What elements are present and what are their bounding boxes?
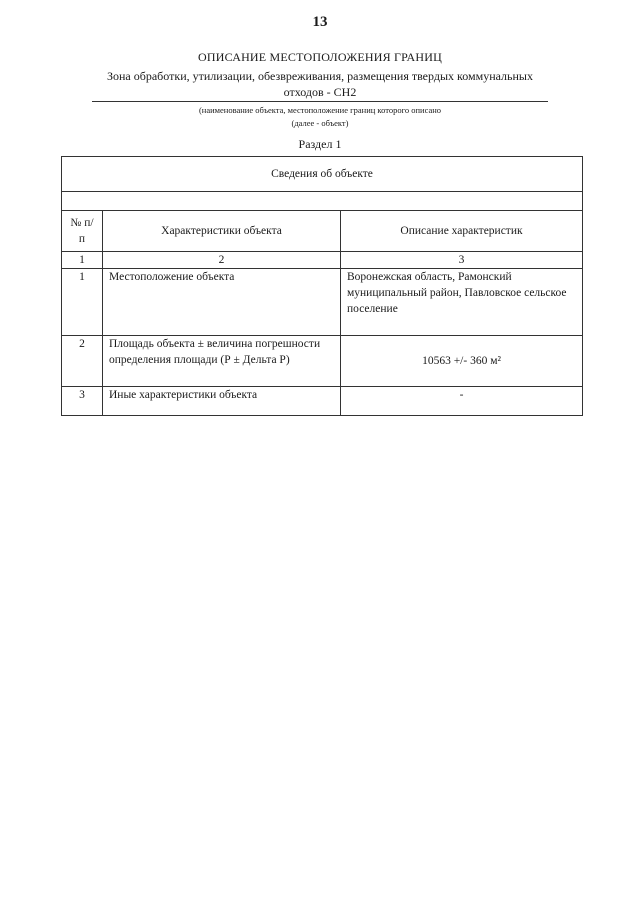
object-name-line1: Зона обработки, утилизации, обезвреживания, размещения твердых коммунальных bbox=[106, 69, 533, 83]
document-title: ОПИСАНИЕ МЕСТОПОЛОЖЕНИЯ ГРАНИЦ bbox=[198, 50, 442, 64]
table-spacer-row bbox=[62, 192, 583, 211]
column-header-num: № п/п bbox=[62, 211, 103, 252]
row-value: 10563 +/- 360 м² bbox=[341, 336, 583, 387]
object-name-underline bbox=[92, 101, 548, 102]
row-characteristic: Местоположение объекта bbox=[103, 269, 341, 336]
row-number: 2 bbox=[62, 336, 103, 387]
column-index-row bbox=[62, 252, 583, 269]
row-value: Воронежская область, Рамонский муниципальный район, Павловское сельское поселение bbox=[341, 269, 583, 336]
object-name-line2: отходов - СН2 bbox=[283, 85, 357, 99]
column-index: 2 bbox=[103, 252, 341, 269]
column-index: 3 bbox=[341, 252, 583, 269]
object-info-table bbox=[61, 156, 583, 416]
row-number: 1 bbox=[62, 269, 103, 336]
object-caption-line2: (далее - объект) bbox=[291, 118, 349, 128]
table-row bbox=[62, 387, 583, 416]
column-header-row bbox=[62, 211, 583, 252]
row-value: - bbox=[341, 387, 583, 416]
table-row bbox=[62, 269, 583, 336]
object-caption-line1: (наименование объекта, местоположение границ которого описано bbox=[198, 105, 442, 115]
section-title: Раздел 1 bbox=[298, 137, 342, 151]
column-index: 1 bbox=[62, 252, 103, 269]
column-header-description: Описание характеристик bbox=[341, 211, 583, 252]
page-number: 13 bbox=[312, 14, 328, 30]
table-header: Сведения об объекте bbox=[62, 157, 583, 192]
object-name bbox=[92, 68, 548, 100]
table-row bbox=[62, 336, 583, 387]
column-header-characteristics: Характеристики объекта bbox=[103, 211, 341, 252]
object-caption bbox=[0, 104, 640, 130]
row-number: 3 bbox=[62, 387, 103, 416]
row-characteristic: Иные характеристики объекта bbox=[103, 387, 341, 416]
row-characteristic: Площадь объекта ± величина погрешности определения площади (Р ± Дельта Р) bbox=[103, 336, 341, 387]
